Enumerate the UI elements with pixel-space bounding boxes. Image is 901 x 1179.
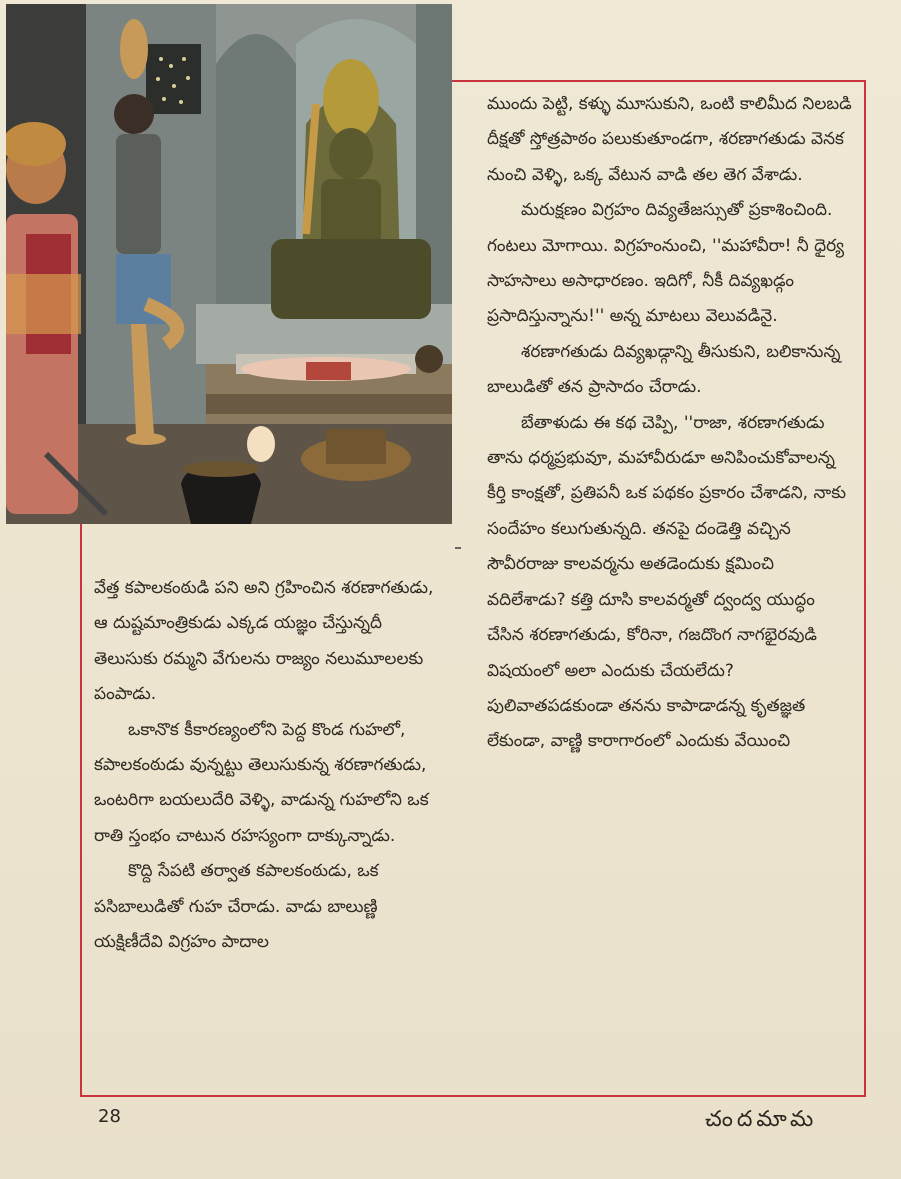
paragraph: బేతాళుడు ఈ కథ చెప్పి, ''రాజా, శరణాగతుడు తాను ధర్మప్రభువూ, మహావీరుడూ అనిపించుకోవాలన్న కీర్తి కాంక్షతో, ప్రతిపనీ ఒక పథకం ప్రకారం చేశాడని, నాకు సందేహం కలుగుతున్నది. తనపై దండెత్తి వచ్చిన సౌవీరరాజు కాలవర్మను అతడెందుకు క్షమించి వదిలేశాడు? కత్తి దూసి కాలవర్మతో ద్వంద్వ యుద్ధం చేసిన శరణాగతుడు, కోరినా, గజదొంగ నాగభైరవుడి విషయంలో అలా ఎందుకు చేయలేదు? పులివాతపడకుండా తనను కాపాడాడన్న కృతజ్ఞత లేకుండా, వాణ్ణి కారాగారంలో ఎందుకు వేయించి — [487, 412, 847, 752]
paragraph: కొద్ది సేపటి తర్వాత కపాలకంఠుడు, ఒక పసిబాలుడితో గుహ చేరాడు. వాడు బాలుణ్ణి యక్షిణీదేవి విగ్రహం పాదాల — [94, 861, 379, 953]
left-text-column — [94, 571, 449, 960]
story-illustration — [6, 4, 452, 524]
paragraph: ఒకానొక కీకారణ్యంలోని పెద్ద కొండ గుహలో, కపాలకంఠుడు వున్నట్టు తెలుసుకున్న శరణాగతుడు, ఒంటరిగా బయలుదేరి వెళ్ళి, వాడున్న గుహలోని ఒక రాతి స్తంభం చాటున రహస్యంగా దాక్కున్నాడు. — [94, 719, 429, 846]
separator-dash — [455, 547, 461, 549]
paragraph: శరణాగతుడు దివ్యఖడ్గాన్ని తీసుకుని, బలికానున్న బాలుడితో తన ప్రాసాదం చేరాడు. — [487, 341, 841, 398]
right-text-column — [487, 87, 852, 760]
magazine-name: చందమామ — [705, 1107, 818, 1132]
paragraph: ముందు పెట్టి, కళ్ళు మూసుకుని, ఒంటి కాలిమీద నిలబడి దీక్షతో స్తోత్రపాఠం పలుకుతూండగా, శరణాగతుడు వెనక నుంచి వెళ్ళి, ఒక్క వేటున వాడి తల తెగ వేశాడు. — [487, 94, 852, 185]
page-number: 28 — [98, 1106, 121, 1127]
paragraph: మరుక్షణం విగ్రహం దివ్యతేజస్సుతో ప్రకాశించింది. గంటలు మోగాయి. విగ్రహంనుంచి, ''మహావీరా! నీ ధైర్య సాహసాలు అసాధారణం. ఇదిగో, నీకీ దివ్యఖడ్గం ప్రసాదిస్తున్నాను!'' అన్న మాటలు వెలువడినై. — [487, 200, 845, 327]
temple-scene-image — [6, 4, 452, 524]
paragraph: వేత్త కపాలకంఠుడి పని అని గ్రహించిన శరణాగతుడు, ఆ దుష్టమాంత్రికుడు ఎక్కడ యజ్ఞం చేస్తున్నదీ తెలుసుకు రమ్మని వేగులను రాజ్యం నలుమూలలకు పంపాడు. — [94, 578, 434, 705]
